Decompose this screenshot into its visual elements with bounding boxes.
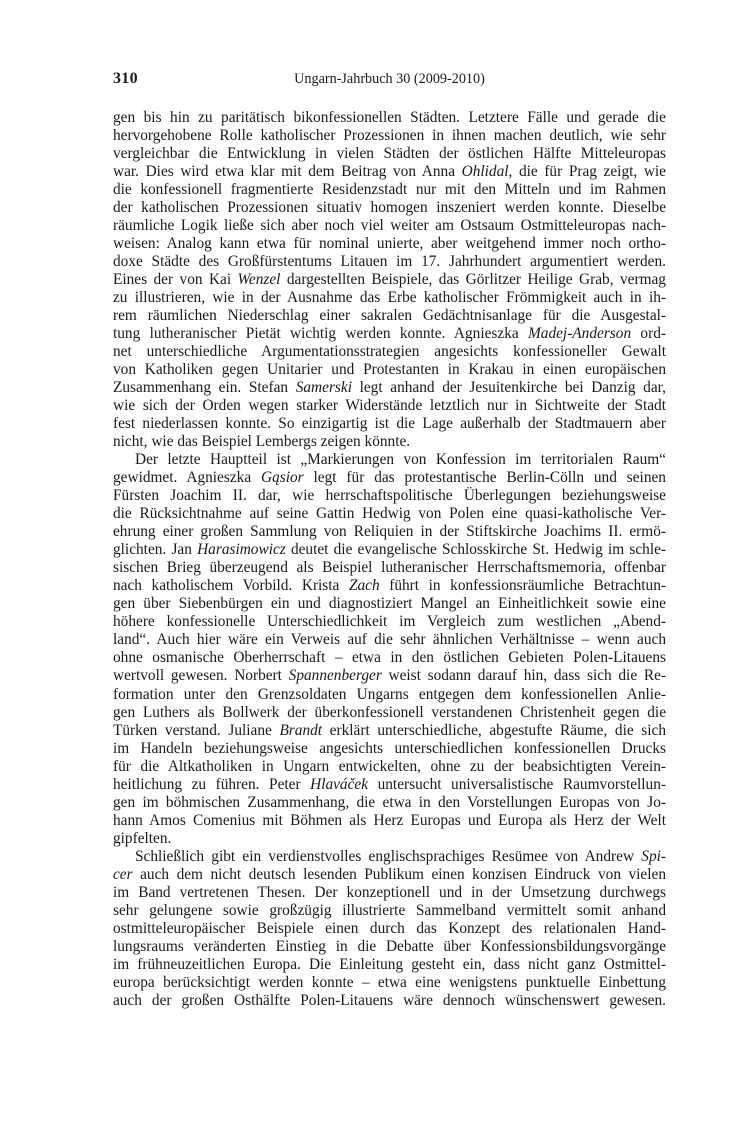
text-line (113, 866, 666, 884)
author-name: Wenzel (237, 271, 281, 289)
text-segment: wertvoll gewesen. Norbert (113, 667, 289, 685)
text-segment: im Band vertretenen Thesen. Der konzeptionell und in der Umsetzung durchwegs (113, 883, 666, 901)
text-segment: formation unter den Grenzsoldaten Ungarns entgegen dem konfessionellen Anlie- (113, 685, 666, 703)
text-line (113, 307, 666, 325)
author-name: Harasimowicz (197, 541, 286, 559)
text-segment: Schließlich gibt ein verdienstvolles englischsprachiges Resümee von Andrew (135, 847, 642, 865)
text-line (113, 812, 666, 830)
text-segment: gen bis hin zu paritätisch bikonfessionellen Städten. Letztere Fälle und gerade die (113, 109, 666, 126)
author-name: Hlaváček (310, 775, 369, 793)
text-line (113, 794, 666, 812)
text-line (113, 253, 666, 271)
running-title: Ungarn-Jahrbuch 30 (2009-2010) (294, 71, 485, 87)
text-segment: fest niederlassen konnte. So einzigartig ist die Lage außerhalb der Stadtmauern aber (113, 415, 666, 433)
text-segment: der katholischen Prozessionen situativ homogen inszeniert werden konnte. Dieselbe (113, 199, 666, 217)
text-segment: net unterschiedliche Argumentationsstrategien angesichts konfessioneller Gewalt (113, 343, 666, 361)
author-name: cer (113, 865, 133, 883)
text-line (113, 541, 666, 559)
text-line (113, 433, 666, 451)
text-line (113, 325, 666, 343)
text-segment: nach katholischem Vorbild. Krista (113, 577, 349, 595)
text-segment: dargestellten Beispiele, das Görlitzer Heilige Grab, vermag (280, 271, 666, 289)
text-segment: für die Altkatholiken in Ungarn entwickelten, ohne zu der beabsichtigten Verein- (113, 757, 666, 775)
text-line (113, 667, 666, 685)
text-segment: doxe Städte des Großfürstentums Litauen im 17. Jahrhundert argumentiert werden. (113, 253, 666, 271)
author-name: Spi- (641, 847, 666, 865)
text-line (113, 974, 666, 992)
text-line (113, 613, 666, 631)
text-segment: ord- (631, 325, 666, 343)
text-line (113, 920, 666, 938)
author-name: Madej-Anderson (528, 325, 632, 343)
text-line (113, 415, 666, 433)
text-segment: erklärt unterschiedliche, abgestufte Räume, die sich (322, 721, 666, 739)
text-line (113, 397, 666, 415)
text-segment: war. Dies wird etwa klar mit dem Beitrag von Anna (113, 163, 462, 181)
text-segment: gewidmet. Agnieszka (113, 469, 262, 487)
text-line (113, 704, 666, 722)
text-line (113, 758, 666, 776)
text-segment: Fürsten Joachim II. dar, wie herrschaftspolitische Überlegungen beziehungsweise (113, 487, 666, 505)
text-segment: die konfessionell fragmentierte Residenzstadt nur mit den Mitteln und im Rahmen (113, 181, 666, 199)
text-segment: weist sodann darauf hin, dass sich die Re- (381, 667, 666, 685)
text-segment: räumliche Logik ließe sich aber noch viel weiter am Ostsaum Ostmitteleuropas nach- (113, 217, 666, 235)
text-line (113, 271, 666, 289)
text-segment: ostmitteleuropäischer Beispiele einen durch das Konzept des relationalen Hand- (113, 919, 666, 937)
text-line (113, 848, 666, 866)
text-line (113, 631, 666, 649)
text-segment: hervorgehobene Rolle katholischer Prozessionen in ihnen machen deutlich, wie sehr (113, 127, 666, 145)
text-line (113, 505, 666, 523)
text-segment: Zusammenhang ein. Stefan (113, 379, 296, 397)
page-number: 310 (113, 70, 138, 87)
text-segment: im frühneuzeitlichen Europa. Die Einleitung gesteht ein, dass nicht ganz Ostmittel- (113, 955, 666, 973)
text-segment: gipfelten. (113, 829, 172, 847)
text-segment: vergleichbar die Entwicklung in vielen Städten der östlichen Hälfte Mitteleuropas (113, 145, 666, 163)
text-line (113, 379, 666, 397)
text-segment: rem räumlichen Niederschlag einer sakralen Gedächtnisanlage für die Ausgestal- (113, 307, 666, 325)
text-line (113, 199, 666, 217)
author-name: Spannenberger (288, 667, 382, 685)
text-line (113, 577, 666, 595)
text-segment: tung lutheranischer Pietät wichtig werden konnte. Agnieszka (113, 325, 528, 343)
text-segment: führt in konfessionsräumliche Betrachtun- (379, 577, 666, 595)
text-segment: im Handeln beziehungsweise angesichts unterschiedlichen konfessionellen Drucks (113, 739, 666, 757)
text-line (113, 109, 666, 127)
text-segment: land“. Auch hier wäre ein Verweis auf die sehr ähnlichen Verhältnisse – wenn auch (113, 631, 666, 649)
text-line (113, 451, 666, 469)
text-segment: legt anhand der Jesuitenkirche bei Danzig dar, (351, 379, 666, 397)
text-line (113, 469, 666, 487)
text-line (113, 686, 666, 704)
text-segment: auch dem nicht deutsch lesenden Publikum einen konzisen Eindruck von vielen (132, 865, 666, 883)
text-segment: wie sich der Orden wegen starker Widerstände letztlich nur in Sichtweite der Stadt (113, 397, 666, 415)
text-segment: auch der großen Osthälfte Polen-Litauens wäre dennoch wünschenswert gewesen. (113, 991, 666, 1009)
text-segment: höhere konfessionelle Unterschiedlichkeit im Vergleich zum westlichen „Abend- (113, 613, 666, 631)
text-segment: weisen: Analog kann etwa für nominal unierte, aber weitgehend immer noch ortho- (113, 235, 666, 253)
text-segment: deutet die evangelische Schlosskirche St. Hedwig im schle- (285, 541, 666, 559)
text-line (113, 235, 666, 253)
text-segment: europa berücksichtigt werden konnte – etwa eine wenigstens punktuelle Einbettung (113, 973, 666, 991)
text-segment: glichten. Jan (113, 541, 198, 559)
text-segment: zu illustrieren, wie in der Ausnahme das Erbe katholischer Frömmigkeit auch in ih- (113, 289, 666, 307)
text-line (113, 163, 666, 181)
text-line (113, 217, 666, 235)
text-line (113, 938, 666, 956)
author-name: Zach (348, 577, 380, 595)
text-line (113, 740, 666, 758)
text-segment: sehr gelungene sowie großzügig illustrierte Sammelband vermittelt somit anhand (113, 901, 666, 919)
text-segment: ehrung einer großen Sammlung von Reliquien in der Stiftskirche Joachims II. ermö- (113, 523, 666, 541)
text-segment: gen über Siebenbürgen ein und diagnostiziert Mangel an Einheitlichkeit sowie eine (113, 595, 666, 613)
author-name: Samerski (295, 379, 352, 397)
text-segment: nicht, wie das Beispiel Lembergs zeigen könnte. (113, 433, 411, 451)
text-segment: hann Amos Comenius mit Böhmen als Herz Europas und Europa als Herz der Welt (113, 811, 666, 829)
page-header (113, 70, 666, 92)
author-name: Gąsior (261, 469, 304, 487)
text-line (113, 595, 666, 613)
text-line (113, 361, 666, 379)
text-line (113, 956, 666, 974)
author-name: Brandt (279, 721, 323, 739)
text-line (113, 523, 666, 541)
text-segment: gen im böhmischen Zusammenhang, die etwa in den Vorstellungen Europas von Jo- (113, 793, 666, 811)
author-name: Ohlidal (461, 163, 509, 181)
text-line (113, 289, 666, 307)
text-segment: Der letzte Hauptteil ist „Markierungen von Konfession im territorialen Raum“ (135, 451, 666, 469)
text-segment: ohne osmanische Oberherrschaft – etwa in den östlichen Gebieten Polen-Litauens (113, 649, 666, 667)
text-segment: lungsraums veränderten Einstieg in die Debatte über Konfessionsbildungsvorgänge (113, 937, 666, 955)
text-line (113, 649, 666, 667)
text-segment: untersucht universalistische Raumvorstellun- (368, 775, 666, 793)
text-line (113, 902, 666, 920)
text-line (113, 722, 666, 740)
text-line (113, 884, 666, 902)
text-line (113, 992, 666, 1010)
text-segment: legt für das protestantische Berlin-Cölln und seinen (303, 469, 666, 487)
text-line (113, 776, 666, 794)
text-segment: sischen Brieg überzeugend als Beispiel lutheranischer Herrschaftsmemoria, offenbar (113, 559, 666, 577)
text-line (113, 559, 666, 577)
text-line (113, 145, 666, 163)
text-line (113, 181, 666, 199)
text-line (113, 487, 666, 505)
text-line (113, 830, 666, 848)
text-line (113, 127, 666, 145)
text-segment: die Rücksichtnahme auf seine Gattin Hedwig von Polen eine quasi-katholische Ver- (113, 505, 666, 523)
text-segment: von Katholiken gegen Unitarier und Protestanten in Krakau in einen europäischen (113, 361, 666, 379)
text-segment: , die für Prag zeigt, wie (508, 163, 666, 181)
text-segment: Eines der von Kai (113, 271, 238, 289)
text-segment: Türken verstand. Juliane (113, 721, 280, 739)
body-text (113, 109, 666, 1010)
text-line (113, 343, 666, 361)
text-segment: gen Luthers als Bollwerk der überkonfessionell verstandenen Christenheit gegen die (113, 703, 666, 721)
text-segment: heitlichung zu führen. Peter (113, 775, 311, 793)
